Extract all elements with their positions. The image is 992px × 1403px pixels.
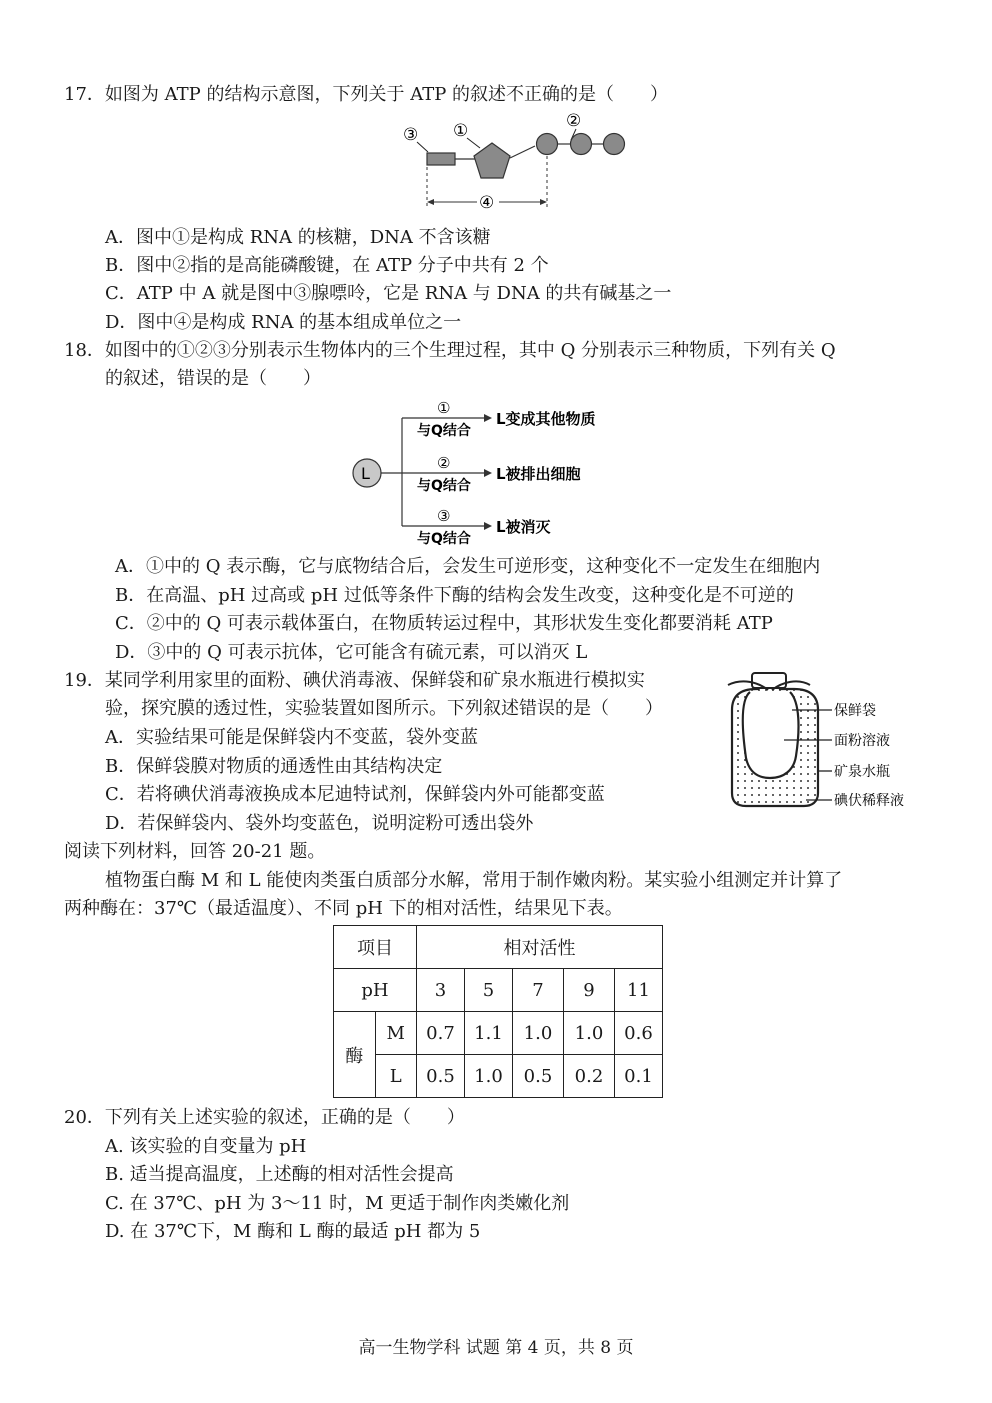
table-cell: 1.0 [564,1012,615,1055]
q17-option-c: C．ATP 中 A 就是图中③腺嘌呤，它是 RNA 与 DNA 的共有碱基之一 [105,283,672,304]
branch-2-result: L被排出细胞 [496,465,581,483]
table-cell: 0.5 [513,1055,564,1098]
label-flour-solution: 面粉溶液 [834,733,890,749]
q18-option-a: A．①中的 Q 表示酶，它与底物结合后，会发生可逆形变，这种变化不一定发生在细胞内 [115,556,821,577]
table-header-item: 项目 [334,926,417,969]
q20-option-d: D. 在 37℃下，M 酶和 L 酶的最适 pH 都为 5 [105,1221,481,1242]
atp-label-4: ④ [479,193,495,213]
table-cell: 1.1 [465,1012,513,1055]
table-row-name: L [375,1055,417,1098]
q20-option-c: C. 在 37℃、pH 为 3～11 时，M 更适于制作肉类嫩化剂 [105,1193,570,1214]
phosphate-circle-1 [537,134,558,155]
table-ph-cell: 3 [417,969,465,1012]
q18-option-b: B．在高温、pH 过高或 pH 过低等条件下酶的结构会发生改变，这种变化是不可逆的 [115,585,794,606]
label-water-bottle: 矿泉水瓶 [834,764,890,780]
phosphate-circle-3 [604,134,625,155]
table-cell: 1.0 [513,1012,564,1055]
atp-structure-diagram [395,112,635,217]
table-cell: 0.2 [564,1055,615,1098]
q18-option-c: C．②中的 Q 可表示载体蛋白，在物质转运过程中，其形状发生变化都要消耗 ATP [115,613,773,634]
branch-3-result: L被消灭 [496,518,551,536]
material-intro: 阅读下列材料，回答 20-21 题。 [64,841,326,862]
table-ph-cell: 5 [465,969,513,1012]
q18-process-diagram [345,396,625,546]
q17-option-b: B．图中②指的是高能磷酸键，在 ATP 分子中共有 2 个 [105,255,549,276]
q19-stem-line1: 19．某同学利用家里的面粉、碘伏消毒液、保鲜袋和矿泉水瓶进行模拟实 [64,670,645,691]
adenine-rect [427,153,455,165]
enzyme-activity-table [333,925,663,1098]
q19-option-d: D．若保鲜袋内、袋外均变蓝色，说明淀粉可透出袋外 [105,813,534,834]
table-cell: 0.7 [417,1012,465,1055]
q19-option-a: A．实验结果可能是保鲜袋内不变蓝，袋外变蓝 [105,727,478,748]
q20-option-b: B. 适当提高温度，上述酶的相对活性会提高 [105,1164,454,1185]
table-cell: 0.5 [417,1055,465,1098]
q18-stem-line2: 的叙述，错误的是（ ） [105,368,321,389]
fresh-bag [743,692,799,778]
material-line1: 植物蛋白酶 M 和 L 能使肉类蛋白质部分水解，常用于制作嫩肉粉。某实验小组测定并计算了 [105,870,843,891]
branch-3-num: ③ [437,507,451,525]
branch-1-result: L变成其他物质 [496,410,596,428]
q19-option-b: B．保鲜袋膜对物质的通透性由其结构决定 [105,756,443,777]
q17-option-d: D．图中④是构成 RNA 的基本组成单位之一 [105,312,462,333]
phosphate-circle-2 [571,134,592,155]
branch-1-num: ① [437,399,451,417]
table-ph-cell: 7 [513,969,564,1012]
table-enzyme-label: 酶 [334,1012,376,1098]
q20-option-a: A. 该实验的自变量为 pH [105,1136,307,1157]
label-fresh-bag: 保鲜袋 [834,703,876,719]
q18-option-d: D．③中的 Q 可表示抗体，它可能含有硫元素，可以消灭 L [115,642,588,663]
q19-stem-line2: 验，探究膜的透过性，实验装置如图所示。下列叙述错误的是（ ） [105,698,663,719]
q17-option-a: A．图中①是构成 RNA 的核糖，DNA 不含该糖 [105,227,491,248]
table-row-name: M [375,1012,417,1055]
q19-apparatus-diagram [722,660,922,815]
table-ph-cell: 9 [564,969,615,1012]
table-cell: 0.1 [615,1055,663,1098]
l-center-label: L [361,464,370,483]
table-header-activity: 相对活性 [417,926,663,969]
ribose-pentagon [474,143,510,178]
table-cell: 0.6 [615,1012,663,1055]
page-footer: 高一生物学科 试题 第 4 页，共 8 页 [358,1338,634,1358]
q19-option-c: C．若将碘伏消毒液换成本尼迪特试剂，保鲜袋内外可能都变蓝 [105,784,605,805]
table-ph-label: pH [334,969,417,1012]
branch-2-cond: 与Q结合 [417,478,471,494]
branch-3-cond: 与Q结合 [417,531,471,546]
q17-stem: 17．如图为 ATP 的结构示意图，下列关于 ATP 的叙述不正确的是（ ） [64,84,669,105]
table-cell: 1.0 [465,1055,513,1098]
branch-2-num: ② [437,454,451,472]
table-ph-cell: 11 [615,969,663,1012]
atp-label-2: ② [566,112,582,131]
branch-1-cond: 与Q结合 [417,423,471,439]
material-line2: 两种酶在：37℃（最适温度）、不同 pH 下的相对活性，结果见下表。 [64,898,623,919]
atp-label-1: ① [453,121,469,141]
q20-stem: 20．下列有关上述实验的叙述，正确的是（ ） [64,1107,465,1128]
atp-label-3: ③ [403,125,419,145]
label-iodine-solution: 碘伏稀释液 [834,793,904,809]
q18-stem-line1: 18．如图中的①②③分别表示生物体内的三个生理过程，其中 Q 分别表示三种物质，下列有关 Q [64,340,836,361]
